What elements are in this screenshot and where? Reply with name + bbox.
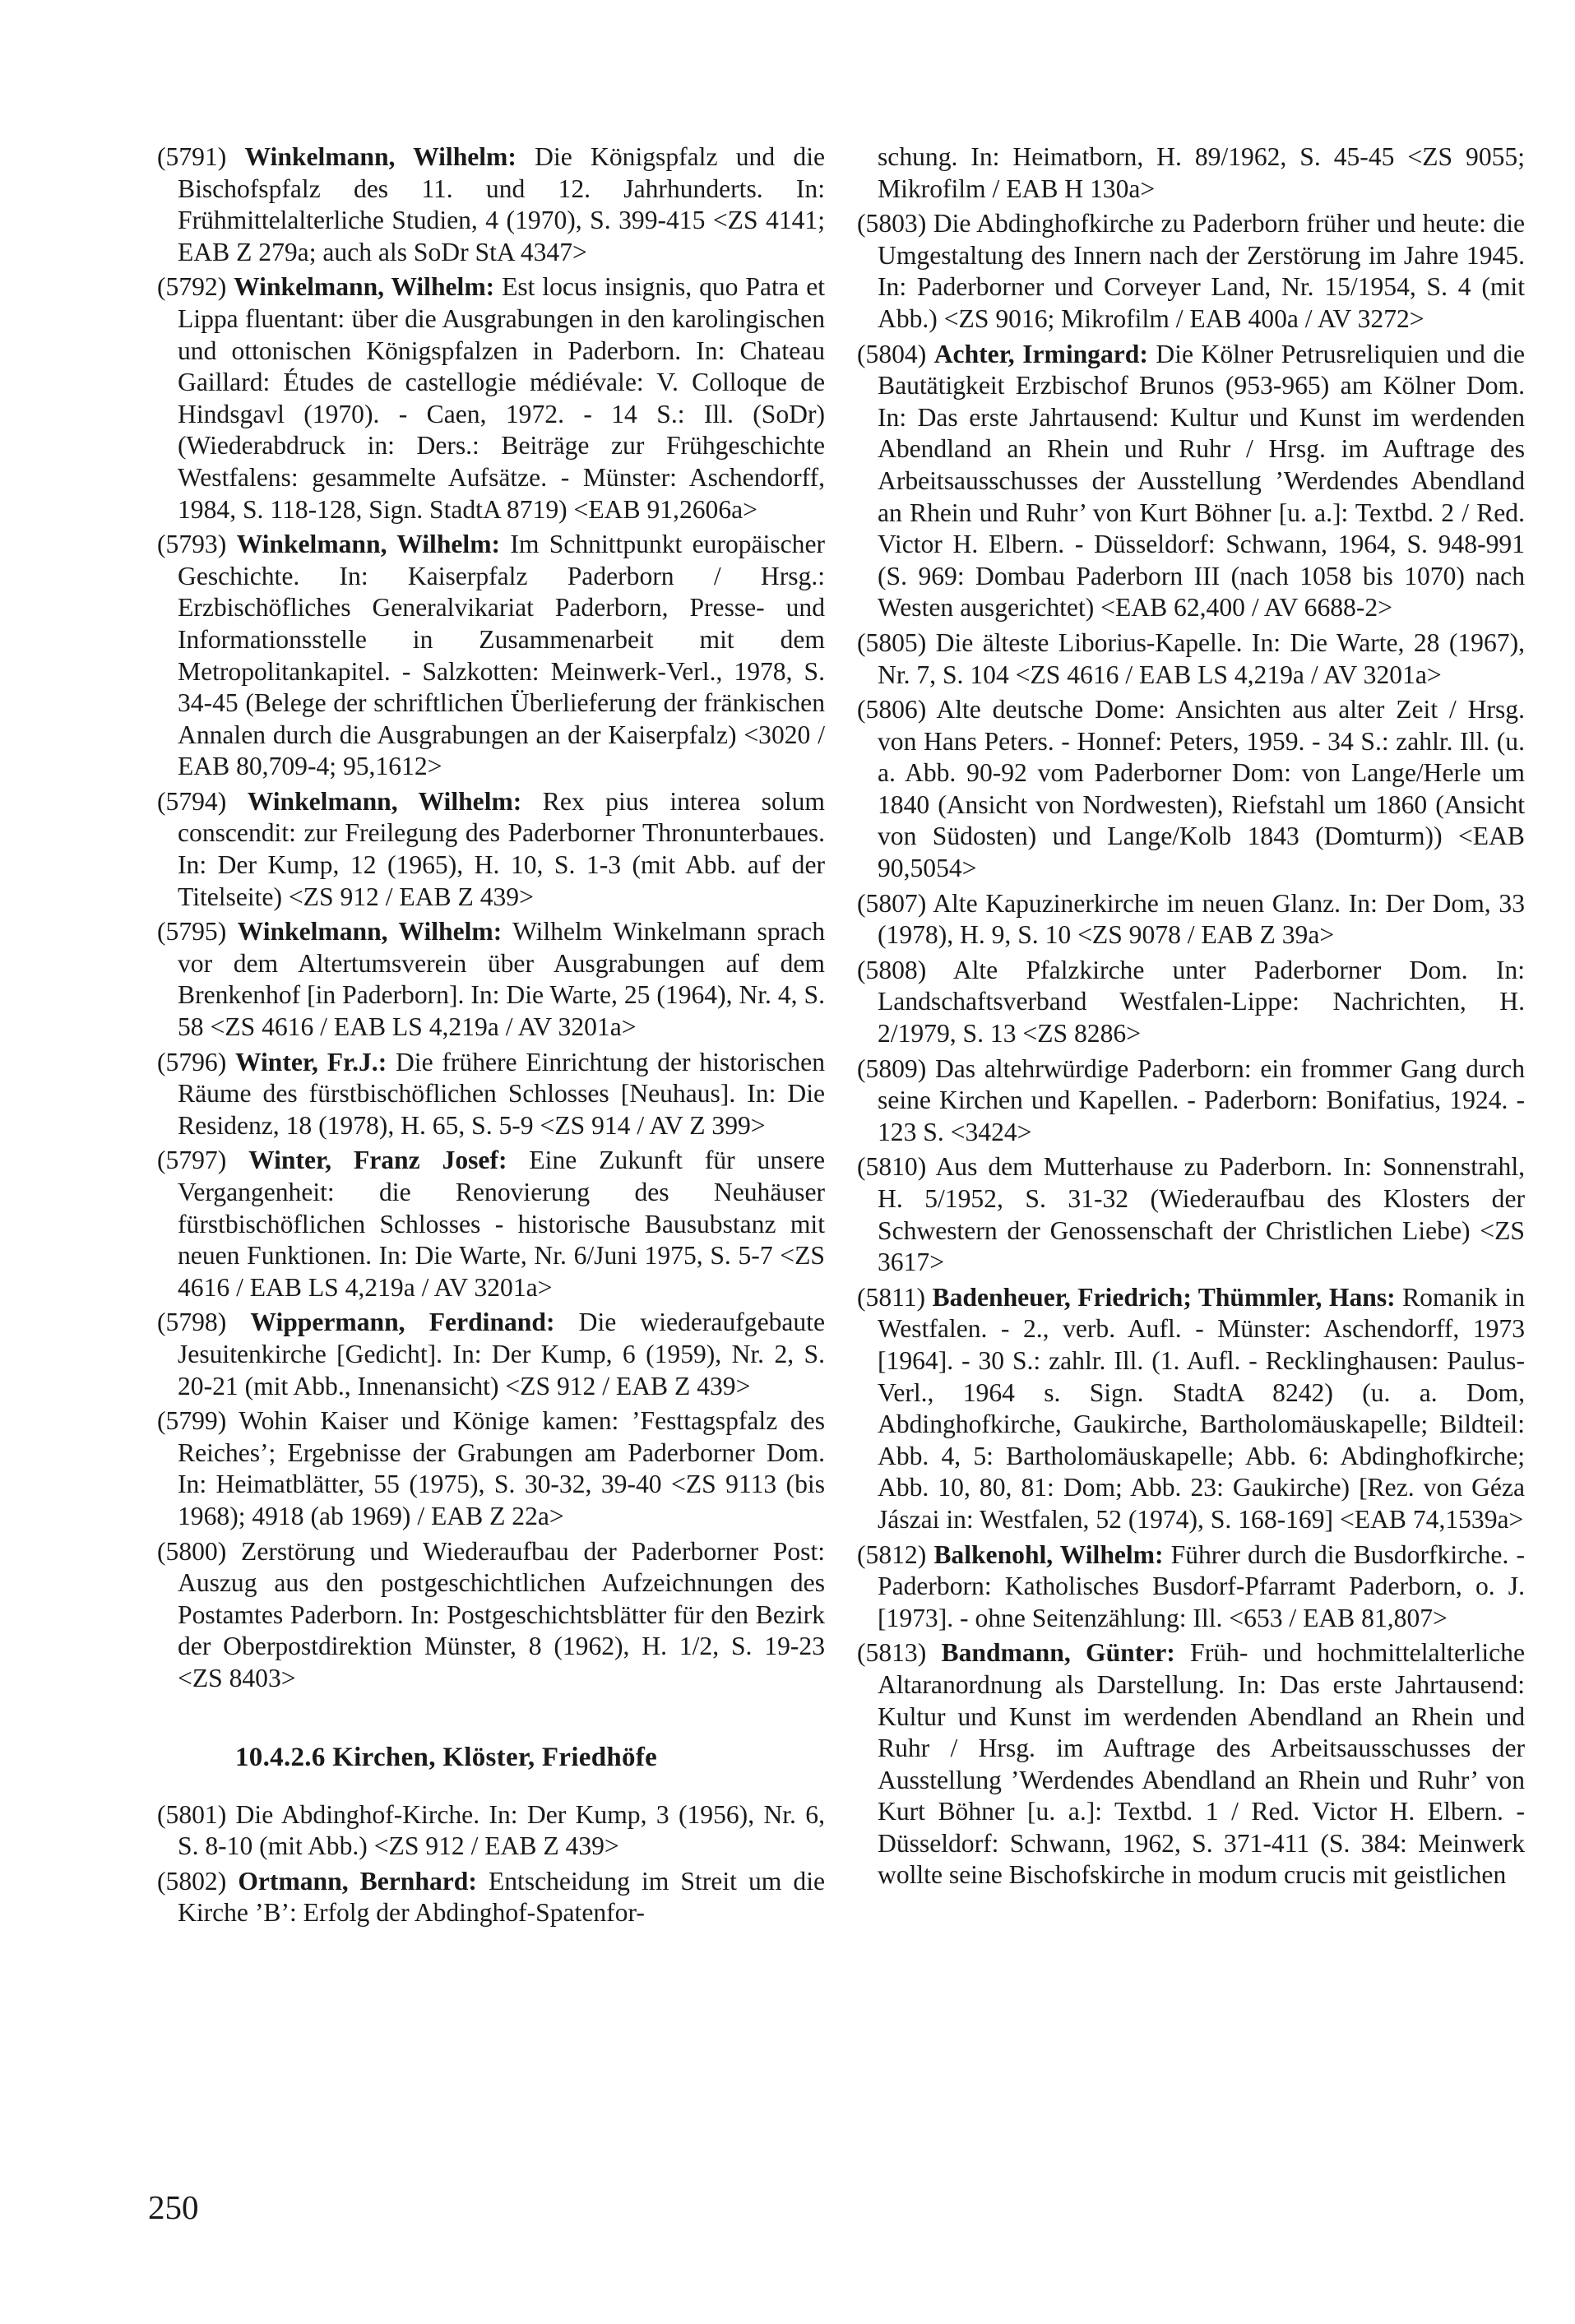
entry-number: (5805): [857, 627, 927, 657]
entry-number: (5801): [157, 1799, 227, 1829]
entry-text: Früh- und hochmittelalterliche Altaranordnung als Darstellung. In: Das erste Jahrtausend: Kultur und Kunst im werdenden Abendland an Rhein und Ruhr / Hrsg. im Auftrage des Arbeitsausschusses der Ausstellung ’Werdendes Abendland an Rhein und Ruhr’ von Kurt Böhner [u. a.]: Textbd. 1 / Red. Victor H. Elbern. - Düsseldorf: Schwann, 1962, S. 371-411 (S. 384: Meinwerk wollte seine Bischofskirche in modum crucis mit geistlichen: [878, 1638, 1525, 1890]
bibliography-entry: [157, 1047, 825, 1142]
entry-number: (5803): [857, 209, 927, 238]
entry-text: Die Abdinghofkirche zu Paderborn früher und heute: die Umgestaltung des Innern nach der Zerstörung im Jahre 1945. In: Paderborner und Corveyer Land, Nr. 15/1954, S. 4 (mit Abb.) <ZS 9016; Mikrofilm / EAB 400a / AV 3272>: [878, 209, 1525, 333]
entry-text: Alte deutsche Dome: Ansichten aus alter Zeit / Hrsg. von Hans Peters. - Honnef: Peters, 1959. - 34 S.: zahlr. Ill. (u. a. Abb. 90-92 vom Paderborner Dom: von Lange/Herle um 1840 (Ansicht von Nordwesten), Riefstahl um 1860 (Ansicht von Südosten) und Lange/Kolb 1843 (Domturm)) <EAB 90,5054>: [878, 695, 1526, 883]
entry-text: Die älteste Liborius-Kapelle. In: Die Warte, 28 (1967), Nr. 7, S. 104 <ZS 4616 / EAB LS 4,219a / AV 3201a>: [878, 627, 1525, 689]
bibliography-entry: [157, 786, 825, 913]
bibliography-entry: [157, 141, 825, 268]
page-number: 250: [148, 2188, 199, 2226]
bibliography-entry: [857, 339, 1525, 624]
entry-author: Balkenohl, Wilhelm:: [933, 1539, 1164, 1569]
entry-text: Die wiederaufgebaute Jesuitenkirche [Gedicht]. In: Der Kump, 6 (1959), Nr. 2, S. 20-21 (mit Abb., Innenansicht) <ZS 912 / EAB Z 439>: [178, 1308, 826, 1400]
entry-list-right: [857, 208, 1525, 1891]
bibliography-entry: [857, 694, 1525, 885]
entry-author: Winkelmann, Wilhelm:: [234, 272, 495, 302]
entry-text: Eine Zukunft für unsere Vergangenheit: die Renovierung des Neuhäuser fürstbischöflichen Schlosses - historische Bausubstanz mit neuen Funktionen. In: Die Warte, Nr. 6/Juni 1975, S. 5-7 <ZS 4616 / EAB LS 4,219a / AV 3201a>: [178, 1146, 825, 1302]
bibliography-entry: [857, 1282, 1525, 1536]
entry-text: Est locus insignis, quo Patra et Lippa fluentant: über die Ausgrabungen in den karolingischen und ottonischen Königspfalzen in Paderborn. In: Chateau Gaillard: Études de castellogie médiévale: V. Colloque de Hindsgavl (1970). - Caen, 1972. - 14 S.: Ill. (SoDr) (Wiederabdruck in: Ders.: Beiträge zur Frühgeschichte Westfalens: gesammelte Aufsätze. - Münster: Aschendorff, 1984, S. 118-128, Sign. StadtA 8719) <EAB 91,2606a>: [178, 272, 825, 524]
left-column: [157, 141, 825, 1933]
entry-list-left-top: [157, 141, 825, 1695]
entry-text: Rex pius interea solum conscendit: zur Freilegung des Paderborner Thronunterbaues. In: Der Kump, 12 (1965), H. 10, S. 1-3 (mit Abb. auf der Titelseite) <ZS 912 / EAB Z 439>: [178, 786, 825, 911]
entry-number: (5799): [157, 1406, 227, 1436]
entry-text: Alte Pfalzkirche unter Paderborner Dom. In: Landschaftsverband Westfalen-Lippe: Nachrichten, H. 2/1979, S. 13 <ZS 8286>: [878, 955, 1526, 1049]
entry-text: Die Kölner Petrusreliquien und die Bautätigkeit Erzbischof Brunos (953-965) am Kölner Dom. In: Das erste Jahrtausend: Kultur und Kunst im werdenden Abendland an Rhein und Ruhr / Hrsg. im Auftrage des Arbeitsausschusses der Ausstellung ’Werdendes Abendland an Rhein und Ruhr’ von Kurt Böhner [u. a.]: Textbd. 2 / Red. Victor H. Elbern. - Düsseldorf: Schwann, 1964, S. 948-991 (S. 969: Dombau Paderborn III (nach 1058 bis 1070) nach Westen ausgerichtet) <EAB 62,400 / AV 6688-2>: [878, 339, 1525, 623]
bibliography-entry: [157, 916, 825, 1043]
entry-text: Die Abdinghof-Kirche. In: Der Kump, 3 (1956), Nr. 6, S. 8-10 (mit Abb.) <ZS 912 / EAB Z 439>: [178, 1799, 825, 1861]
entry-number: (5807): [857, 888, 927, 918]
right-column: [857, 141, 1525, 1895]
entry-text: Romanik in Westfalen. - 2., verb. Aufl. - Münster: Aschendorff, 1973 [1964]. - 30 S.: zahlr. Ill. (1. Aufl. - Recklinghausen: Paulus-Verl., 1964 s. Sign. StadtA 8242) (u. a. Dom, Abdinghofkirche, Gaukirche, Bartholomäuskapelle; Bildteil: Abb. 4, 5: Bartholomäuskapelle; Abb. 6: Abdinghofkirche; Abb. 10, 80, 81: Dom; Abb. 23: Gaukirche) [Rez. von Géza Jászai in: Westfalen, 52 (1974), S. 168-169] <EAB 74,1539a>: [878, 1282, 1525, 1534]
entry-number: (5795): [157, 917, 227, 947]
entry-list-left-bottom: [157, 1799, 825, 1929]
entry-author: Winkelmann, Wilhelm:: [244, 142, 517, 171]
bibliography-entry: [857, 1151, 1525, 1278]
entry-text: Das altehrwürdige Paderborn: ein frommer Gang durch seine Kirchen und Kapellen. - Paderborn: Bonifatius, 1924. - 123 S. <3424>: [878, 1053, 1526, 1146]
entry-author: Wippermann, Ferdinand:: [250, 1308, 555, 1337]
entry-text: Die frühere Einrichtung der historischen Räume des fürstbischöflichen Schlosses [Neuhaus]. In: Die Residenz, 18 (1978), H. 65, S. 5-9 <ZS 914 / AV Z 399>: [178, 1047, 825, 1140]
entry-text: Führer durch die Busdorfkirche. - Paderborn: Katholisches Busdorf-Pfarramt Paderborn, o. J. [1973]. - ohne Seitenzählung: Ill. <653 / EAB 81,807>: [878, 1539, 1525, 1632]
entry-number: (5810): [857, 1152, 927, 1182]
section-heading: 10.4.2.6 Kirchen, Klöster, Friedhöfe: [235, 1742, 658, 1772]
entry-number: (5813): [857, 1638, 927, 1668]
entry-author: Winter, Franz Josef:: [248, 1146, 507, 1175]
bibliography-entry: [857, 208, 1525, 335]
bibliography-entry: [157, 1405, 825, 1532]
entry-number: (5806): [857, 695, 927, 725]
entry-number: (5793): [157, 530, 227, 559]
entry-text: Aus dem Mutterhause zu Paderborn. In: Sonnenstrahl, H. 5/1952, S. 31-32 (Wiederaufbau des Klosters der Schwestern der Genossenschaft der Christlichen Liebe) <ZS 3617>: [878, 1152, 1526, 1277]
entry-text: Zerstörung und Wiederaufbau der Paderborner Post: Auszug aus den postgeschichtlichen Aufzeichnungen des Postamtes Paderborn. In: Postgeschichtsblätter für den Bezirk der Oberpostdirektion Münster, 8 (1962), H. 1/2, S. 19-23 <ZS 8403>: [178, 1536, 825, 1692]
entry-number: (5797): [157, 1146, 227, 1175]
entry-number: (5798): [157, 1308, 227, 1337]
entry-number: (5808): [857, 955, 927, 984]
bibliography-entry: [157, 1799, 825, 1863]
entry-number: (5804): [857, 339, 927, 368]
entry-author: Bandmann, Günter:: [941, 1638, 1175, 1668]
bibliography-entry: [857, 1539, 1525, 1635]
entry-author: Winter, Fr.J.:: [235, 1047, 387, 1076]
entry-text: Wohin Kaiser und Könige kamen: ’Festtagspfalz des Reiches’; Ergebnisse der Grabungen am Paderborner Dom. In: Heimatblätter, 55 (1975), S. 30-32, 39-40 <ZS 9113 (bis 1968); 4918 (ab 1969) / EAB Z 22a>: [178, 1406, 826, 1530]
bibliography-entry: [857, 1053, 1525, 1149]
entry-number: (5800): [157, 1536, 227, 1566]
bibliography-entry: [157, 1307, 825, 1402]
entry-text: Wilhelm Winkelmann sprach vor dem Altertumsverein über Ausgrabungen auf dem Brenkenhof [in Paderborn]. In: Die Warte, 25 (1964), Nr. 4, S. 58 <ZS 4616 / EAB LS 4,219a / AV 3201a>: [178, 917, 826, 1042]
entry-number: (5791): [157, 142, 227, 171]
entry-author: Badenheuer, Friedrich; Thümmler, Hans:: [932, 1282, 1396, 1312]
entry-number: (5802): [157, 1866, 227, 1896]
bibliography-entry: [857, 627, 1525, 691]
entry-number: (5809): [857, 1053, 927, 1083]
entry-number: (5796): [157, 1047, 227, 1076]
entry-number: (5811): [857, 1282, 926, 1312]
entry-number: (5812): [857, 1539, 927, 1569]
bibliography-entry: [157, 1536, 825, 1695]
entry-continuation: schung. In: Heimatborn, H. 89/1962, S. 45-45 <ZS 9055; Mikrofilm / EAB H 130a>: [878, 142, 1525, 203]
entry-number: (5792): [157, 272, 227, 302]
entry-text: Im Schnittpunkt europäischer Geschichte. In: Kaiserpfalz Paderborn / Hrsg.: Erzbischöfliches Generalvikariat Paderborn, Presse- und Informationsstelle in Zusammenarbeit mit dem Metropolitankapitel. - Salzkotten: Meinwerk-Verl., 1978, S. 34-45 (Belege der schriftlichen Überlieferung der fränkischen Annalen durch die Ausgrabungen an der Kaiserpfalz) <3020 / EAB 80,709-4; 95,1612>: [178, 530, 826, 781]
entry-text: Die Königspfalz und die Bischofspfalz des 11. und 12. Jahrhunderts. In: Frühmittelalterliche Studien, 4 (1970), S. 399-415 <ZS 4141; EAB Z 279a; auch als SoDr StA 4347>: [178, 142, 826, 266]
bibliography-entry: [857, 888, 1525, 951]
bibliography-entry: [857, 1637, 1525, 1891]
entry-author: Winkelmann, Wilhelm:: [237, 917, 503, 947]
entry-number: (5794): [157, 786, 227, 816]
bibliography-entry: [157, 1866, 825, 1929]
entry-author: Winkelmann, Wilhelm:: [236, 530, 501, 559]
bibliography-entry: [857, 955, 1525, 1050]
entry-author: Achter, Irmingard:: [933, 339, 1148, 368]
bibliography-entry: [157, 529, 825, 783]
entry-text: Alte Kapuzinerkirche im neuen Glanz. In: Der Dom, 33 (1978), H. 9, S. 10 <ZS 9078 / EAB Z 39a>: [878, 888, 1525, 950]
entry-text: Entscheidung im Streit um die Kirche ’B’: Erfolg der Abdinghof-Spatenfor-: [178, 1866, 826, 1928]
entry-author: Winkelmann, Wilhelm:: [247, 786, 522, 816]
bibliography-entry: [157, 1145, 825, 1303]
entry-author: Ortmann, Bernhard:: [238, 1866, 477, 1896]
bibliography-entry: [157, 271, 825, 525]
